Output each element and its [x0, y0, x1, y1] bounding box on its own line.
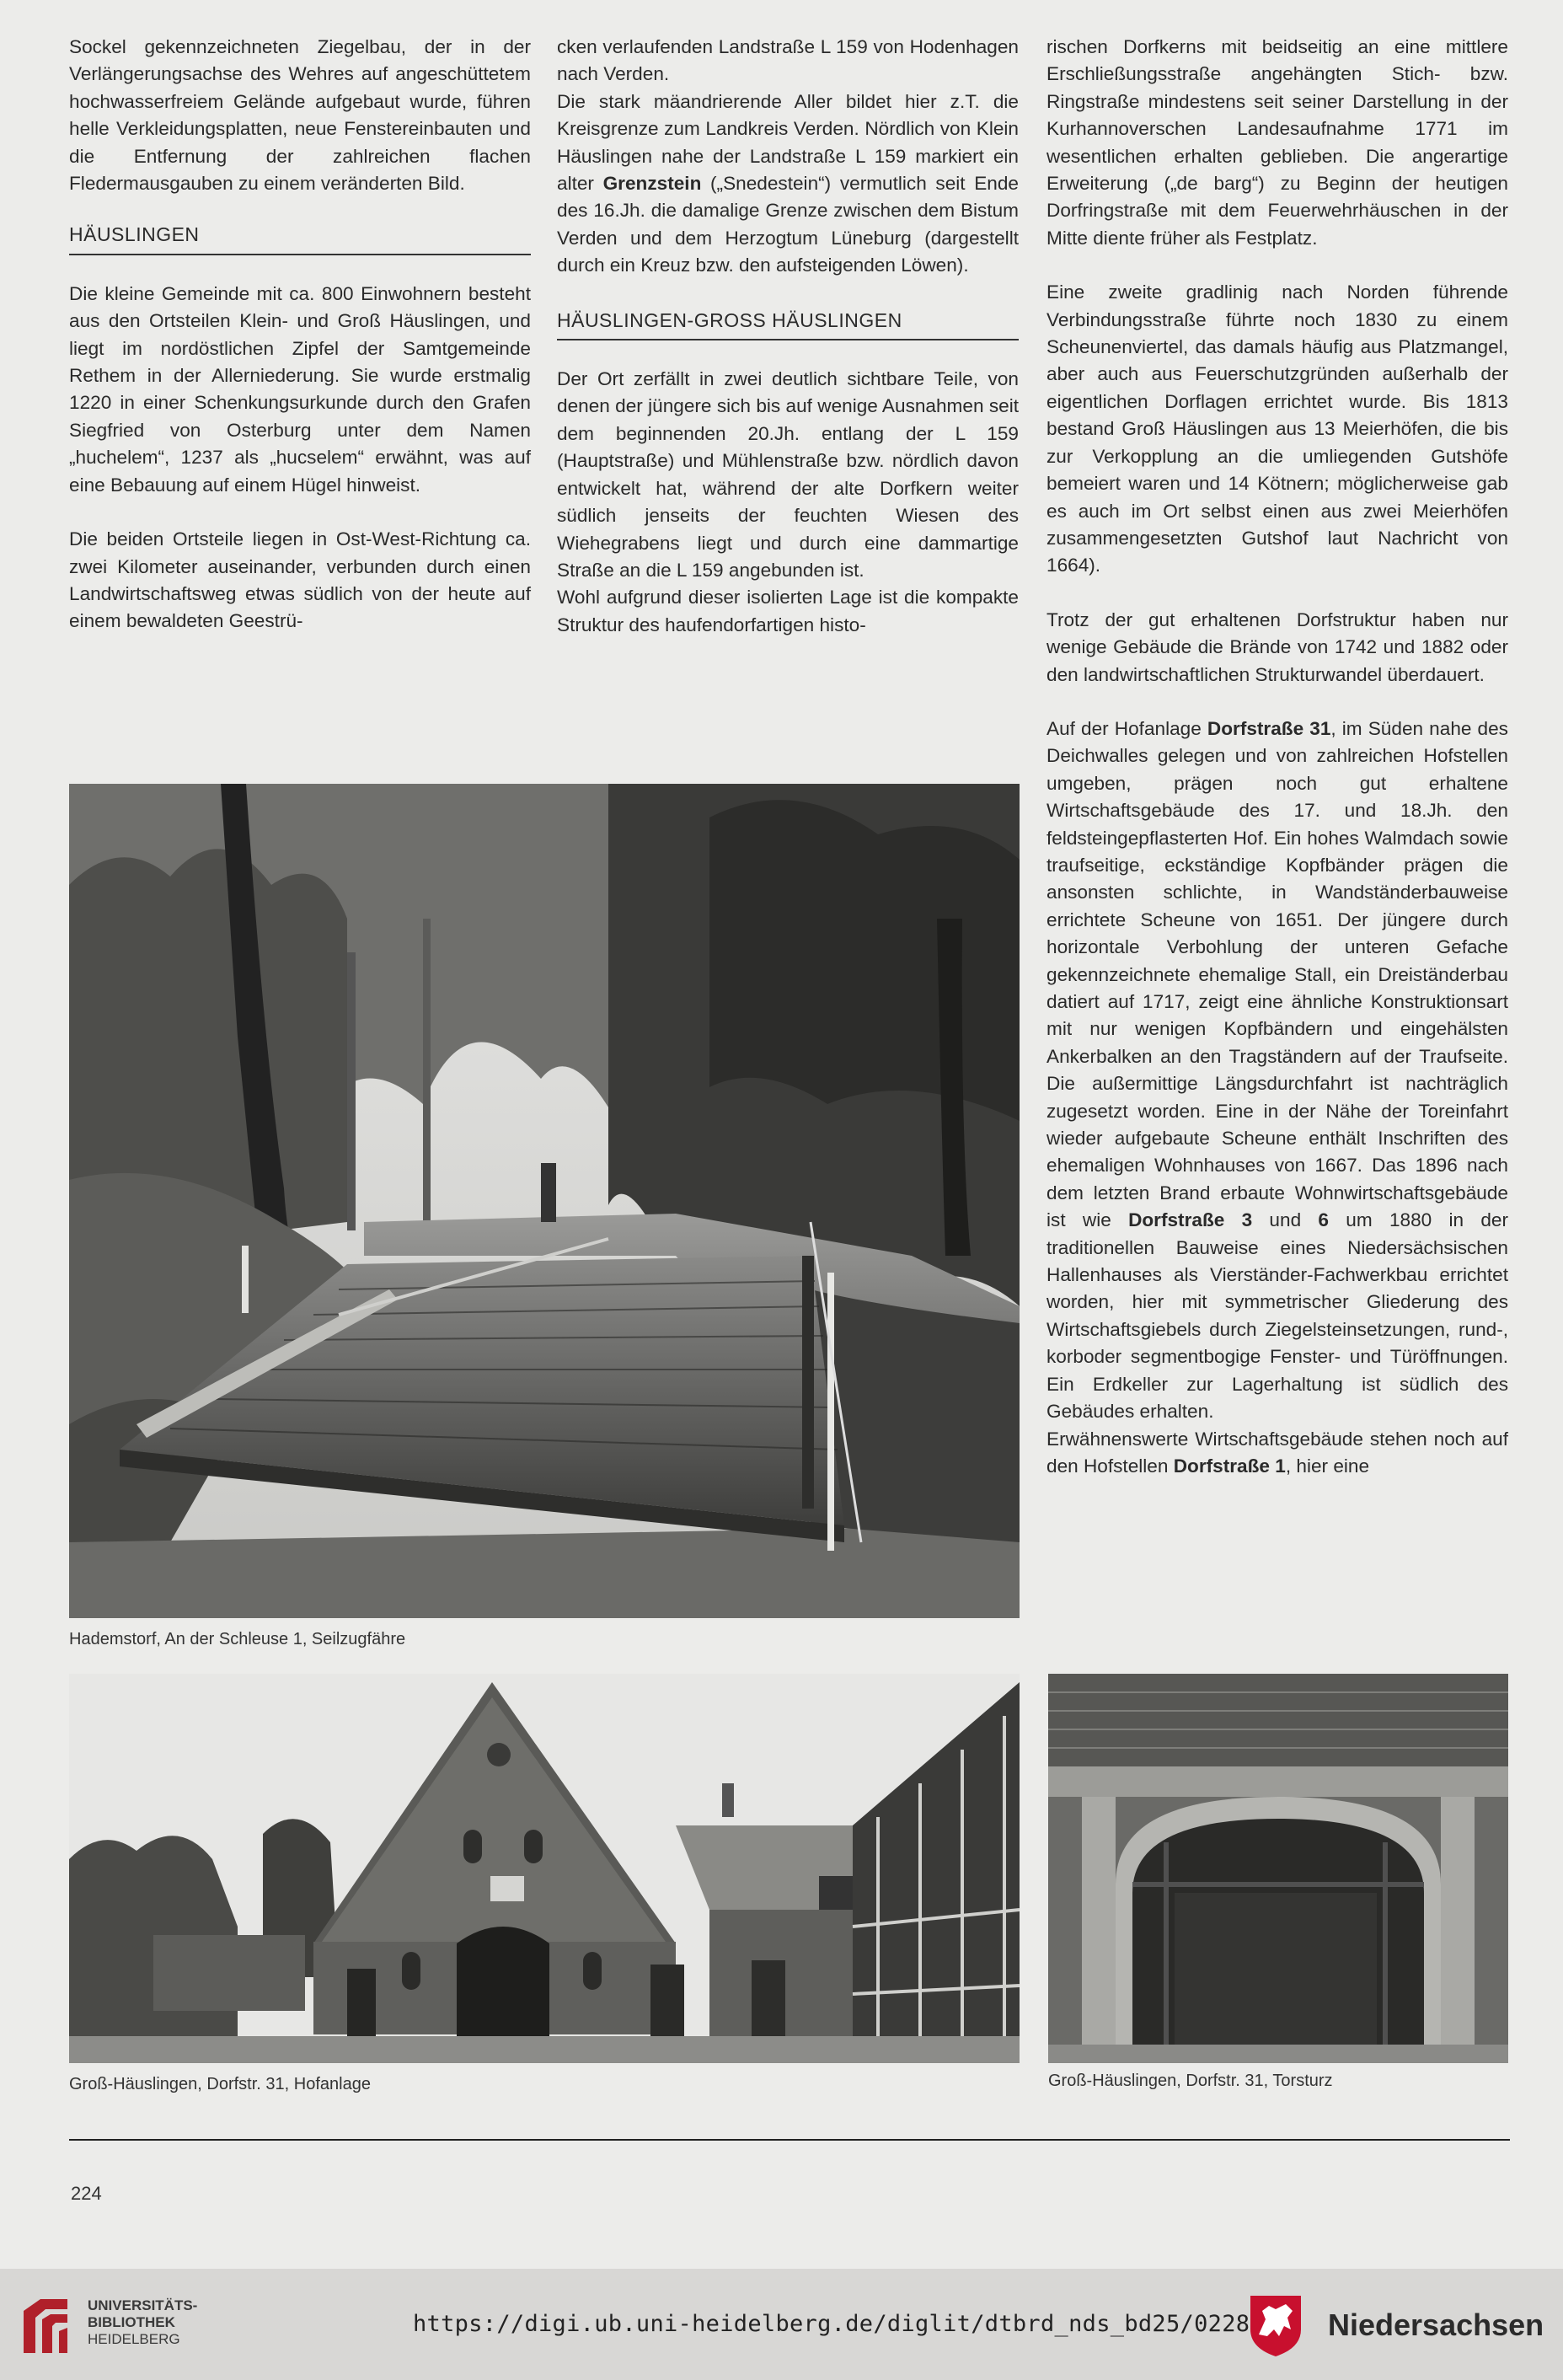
section-heading: HÄUSLINGEN — [69, 221, 531, 255]
paragraph: Der Ort zerfällt in zwei deutlich sichtbare Teile, von denen der jüngere sich bis auf wenige Ausnahmen seit dem beginnenden 20.Jh. entlang der L 159 (Hauptstraße) und Mühlenstraße bzw. nördlich davon entwickelt hat, während der alte Dorfkern weiter südlich jenseits der feuchten Wiesen des Wiehegrabens liegt und durch eine dammartige Straße an die L 159 angebunden ist. — [557, 368, 1019, 581]
library-name: UNIVERSITÄTS- BIBLIOTHEK HEIDELBERG — [88, 2297, 198, 2347]
highlight-term: Dorfstraße 3 — [1128, 1209, 1253, 1231]
paragraph: Die kleine Gemeinde mit ca. 800 Einwohnern besteht aus den Ortsteilen Klein- und Groß Häuslingen, und liegt im nordöstlichen Zipfel der Samtgemeinde Rethem in der Allerniederung. Sie wurde erstmalig 1220 in einer Schenkungsurkunde durch den Grafen Siegfried von Osterburg unter dem Namen „huchelem“, 1237 als „hucselem“ erwähnt, was auf eine Bebauung auf einem Hügel hinweist. — [69, 282, 531, 496]
paragraph: Erwähnenswerte Wirtschaftsgebäude stehen noch auf den Hofstellen Dorfstraße 1, hier eine — [1046, 1428, 1508, 1477]
photo-caption: Hademstorf, An der Schleuse 1, Seilzugfähre — [69, 1630, 406, 1648]
highlight-term: Dorfstraße 1 — [1173, 1455, 1286, 1477]
section-heading: HÄUSLINGEN-GROSS HÄUSLINGEN — [557, 307, 1019, 340]
paragraph: rischen Dorfkerns mit beidseitig an eine mittlere Erschließungsstraße angehängten Stich- bzw. Ringstraße mindestens seit seiner Darstellung in der Kurhannoverschen Landesaufnahme 1771 im wesentlichen erhalten geblieben. Die angerartige Erweiterung („de barg“) zu Beginn der heutigen Dorfringstraße mit dem Feuerwehrhäuschen in der Mitte diente früher als Festplatz. — [1046, 36, 1508, 249]
state-coat-of-arms-icon — [1247, 2292, 1304, 2358]
state-name: Niedersachsen — [1328, 2308, 1544, 2342]
paragraph: Trotz der gut erhaltenen Dorfstruktur haben nur wenige Gebäude die Brände von 1742 und 1882 oder den landwirtschaftlichen Strukturwandel überdauert. — [1046, 608, 1508, 685]
paragraph: Die stark mäandrierende Aller bildet hier z.T. die Kreisgrenze zum Landkreis Verden. Nördlich von Klein Häuslingen nahe der Landstraße L 159 markiert ein alter Grenzstein („Snedestein“) vermutlich seit Ende des 16.Jh. die damalige Grenze zwischen dem Bistum Verden und dem Herzogtum Lüneburg (dargestellt durch ein Kreuz bzw. den aufsteigenden Löwen). — [557, 90, 1020, 276]
text-column-3 — [1046, 34, 1508, 1480]
viewer-footer — [0, 2269, 1563, 2380]
text-column-1 — [69, 34, 531, 635]
paragraph: Auf der Hofanlage Dorfstraße 31, im Süden nahe des Deichwalles gelegen und von zahlreichen Hofstellen umgeben, prägen noch gut erhaltene Wirtschaftsgebäude des 17. und 18.Jh. den feldsteingepflasterten Hof. Ein hohes Walmdach sowie traufseitige, eckständige Kopfbänder prägen die ansonsten schlichte, in Wandständerbauweise errichtete Scheune von 1651. Der jüngere durch horizontale Verbohlung der unteren Gefache gekennzeichnete ehemalige Stall, ein Dreiständerbau datiert auf 1717, zeigt eine ähnliche Konstruktionsart mit nur wenigen Kopfbändern und eingehälsten Ankerbalken an den Tragständern auf der Traufseite. Die außermittige Längsdurchfahrt ist nachträglich zugesetzt worden. Eine in der Nähe der Toreinfahrt wieder aufgebaute Scheune enthält Inschriften des ehemaligen Wohnhauses von 1667. Das 1896 nach dem letzten Brand erbaute Wohnwirtschaftsgebäude ist wie Dorfstraße 3 und 6 um 1880 in der traditionellen Bauweise eines Niedersächsischen Hallenhauses als Vierständer-Fachwerkbau errichtet worden, hier mit symmetrischer Gliederung des Wirtschaftsgiebels durch Ziegelsteinsetzungen, rund-, korboder segmentbogige Fenster- und Türöffnungen. Ein Erdkeller zur Lagerhaltung ist südlich des Gebäudes erhalten. — [1046, 717, 1508, 1423]
highlight-term: 6 — [1318, 1209, 1329, 1231]
photo-ferry — [69, 784, 1020, 1618]
source-url[interactable]: https://digi.ub.uni-heidelberg.de/diglit/dtbrd_nds_bd25/0228 — [413, 2311, 1250, 2337]
photo-gate — [1048, 1674, 1508, 2063]
highlight-term: Dorfstraße 31 — [1207, 717, 1331, 739]
paragraph: Sockel gekennzeichneten Ziegelbau, der in der Verlängerungsachse des Wehres auf angeschüttetem hochwasserfreiem Gelände aufgebaut wurde, führen helle Verkleidungsplatten, neue Fenstereinbauten und die Entfernung der zahlreichen flachen Fledermausgauben zu einem veränderten Bild. — [69, 36, 531, 195]
paragraph: Wohl aufgrund dieser isolierten Lage ist die kompakte Struktur des haufendorfartigen histo- — [557, 587, 1019, 635]
paragraph: Die beiden Ortsteile liegen in Ost-West-Richtung ca. zwei Kilometer auseinander, verbunden durch einen Landwirtschaftsweg etwas südlich von der heute auf einem bewaldeten Geestrü- — [69, 528, 531, 632]
photo-caption: Groß-Häuslingen, Dorfstr. 31, Torsturz — [1048, 2072, 1333, 2090]
page-number: 224 — [71, 2183, 102, 2204]
library-logo-icon — [17, 2294, 74, 2356]
paragraph: Eine zweite gradlinig nach Norden führende Verbindungsstraße führte noch 1830 zu einem Scheunenviertel, das damals häufig aus Platzmangel, aber auch aus Feuerschutzgründen außerhalb der eigentlichen Dorflagen errichtet wurde. Bis 1813 bestand Groß Häuslingen aus 13 Meierhöfen, die bis zur Verkopplung an die umliegenden Gutshöfe bemeiert waren und 14 Kötnern; möglicherweise gab es auch im Ort selbst einen aus zwei Meierhöfen zusammengesetzten Gutshof laut Nachricht von 1664). — [1046, 281, 1508, 576]
text-column-2 — [557, 34, 1019, 639]
photo-farm — [69, 1674, 1020, 2063]
divider — [69, 2139, 1510, 2141]
photo-caption: Groß-Häuslingen, Dorfstr. 31, Hofanlage — [69, 2075, 371, 2093]
highlight-term: Grenzstein — [602, 173, 702, 195]
paragraph: cken verlaufenden Landstraße L 159 von Hodenhagen nach Verden. — [557, 36, 1019, 85]
